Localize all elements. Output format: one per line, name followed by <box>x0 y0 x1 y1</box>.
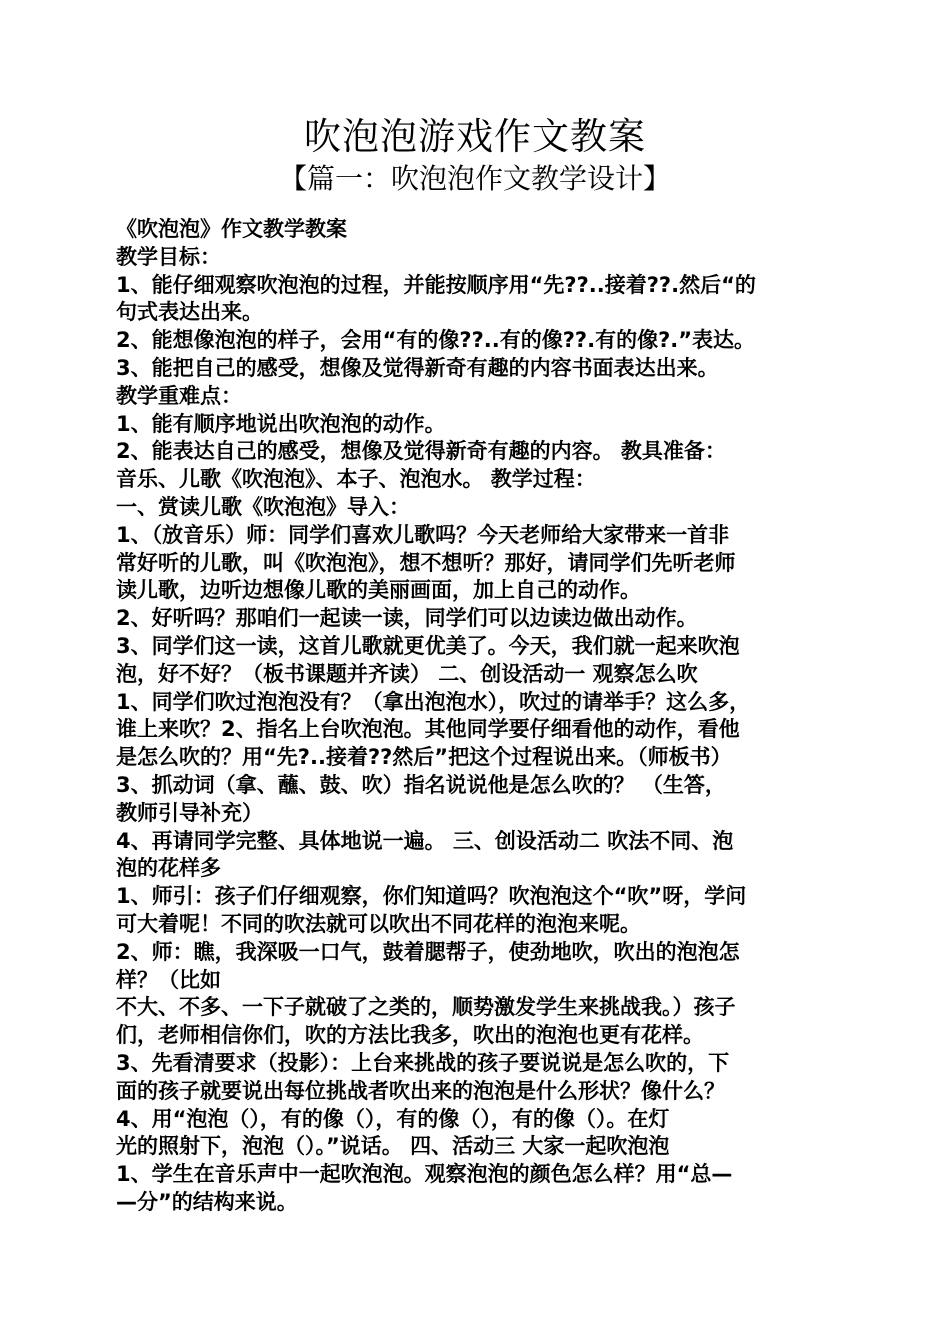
body-line: 1、（放音乐）师：同学们喜欢儿歌吗？今天老师给大家带来一首非 <box>116 522 730 547</box>
body-line: 1、师引：孩子们仔细观察，你们知道吗？吹泡泡这个“吹”呀，学问 <box>116 884 747 909</box>
document-body <box>116 216 846 1217</box>
body-line: 4、用“泡泡（），有的像（），有的像（），有的像（）。在灯 <box>116 1106 670 1131</box>
body-line: 1、学生在音乐声中一起吹泡泡。观察泡泡的颜色怎么样？用“总— <box>116 1162 733 1187</box>
body-line: 1、能仔细观察吹泡泡的过程，并能按顺序用“先??..接着??.然后“的 <box>116 272 756 297</box>
body-line: 读儿歌，边听边想像儿歌的美丽画面，加上自己的动作。 <box>116 578 641 603</box>
body-line: 泡的花样多 <box>116 856 221 881</box>
body-line: 样？（比如 <box>116 967 221 992</box>
body-line: 是怎么吹的？用“先?..接着??然后”把这个过程说出来。（师板书） <box>116 745 732 770</box>
section-heading-objectives: 教学目标： <box>116 244 221 269</box>
body-line: 音乐、儿歌《吹泡泡》、本子、泡泡水。 教学过程： <box>116 467 596 492</box>
body-line: 2、能想像泡泡的样子，会用“有的像??..有的像??.有的像?.”表达。 <box>116 328 756 353</box>
body-line: 不大、不多、一下子就破了之类的，顺势激发学生来挑战我。）孩子 <box>116 995 736 1020</box>
document-title: 吹泡泡游戏作文教案 <box>304 115 646 158</box>
body-line: 3、先看清要求（投影）：上台来挑战的孩子要说说是怎么吹的，下 <box>116 1050 730 1075</box>
body-heading: 《吹泡泡》作文教学教案 <box>116 217 347 241</box>
body-line: 1、能有顺序地说出吹泡泡的动作。 <box>116 411 446 436</box>
body-line: 3、抓动词（拿、蘸、鼓、吹）指名说说他是怎么吹的？ （生答， <box>116 772 726 797</box>
body-line: 面的孩子就要说出每位挑战者吹出来的泡泡是什么形状？像什么？ <box>116 1078 725 1103</box>
body-line: 1、同学们吹过泡泡没有？（拿出泡泡水），吹过的请举手？这么多， <box>116 689 751 714</box>
body-line: 常好听的儿歌，叫《吹泡泡》，想不想听？那好，请同学们先听老师 <box>116 550 736 575</box>
body-line: 谁上来吹？2、指名上台吹泡泡。其他同学要仔细看他的动作，看他 <box>116 717 740 742</box>
body-line: 2、好听吗？那咱们一起读一读，同学们可以边读边做出动作。 <box>116 606 698 631</box>
document-subtitle: 【篇一：吹泡泡作文教学设计】 <box>278 162 671 195</box>
body-line: 教师引导补充） <box>116 800 263 825</box>
body-line: 2、能表达自己的感受，想像及觉得新奇有趣的内容。 教具准备： <box>116 439 726 464</box>
body-line: —分”的结构来说。 <box>116 1189 298 1214</box>
body-line: 们，老师相信你们，吹的方法比我多，吹出的泡泡也更有花样。 <box>116 1023 704 1048</box>
body-line: 2、师：瞧，我深吸一口气，鼓着腮帮子，使劲地吹，吹出的泡泡怎 <box>116 939 740 964</box>
section-heading-key-points: 教学重难点： <box>116 383 242 408</box>
body-line: 4、再请同学完整、具体地说一遍。 三、创设活动二 吹法不同、泡 <box>116 828 734 853</box>
body-line: 句式表达出来。 <box>116 300 263 325</box>
body-line: 光的照射下，泡泡（）。”说话。 四、活动三 大家一起吹泡泡 <box>116 1134 670 1159</box>
body-line: 3、同学们这一读，这首儿歌就更优美了。今天，我们就一起来吹泡 <box>116 633 740 658</box>
body-line: 3、能把自己的感受，想像及觉得新奇有趣的内容书面表达出来。 <box>116 355 719 380</box>
body-line: 可大着呢！不同的吹法就可以吹出不同花样的泡泡来呢。 <box>116 911 641 936</box>
section-heading-part-one: 一、赏读儿歌《吹泡泡》导入： <box>116 494 410 519</box>
body-line: 泡，好不好？（板书课题并齐读） 二、创设活动一 观察怎么吹 <box>116 661 698 686</box>
